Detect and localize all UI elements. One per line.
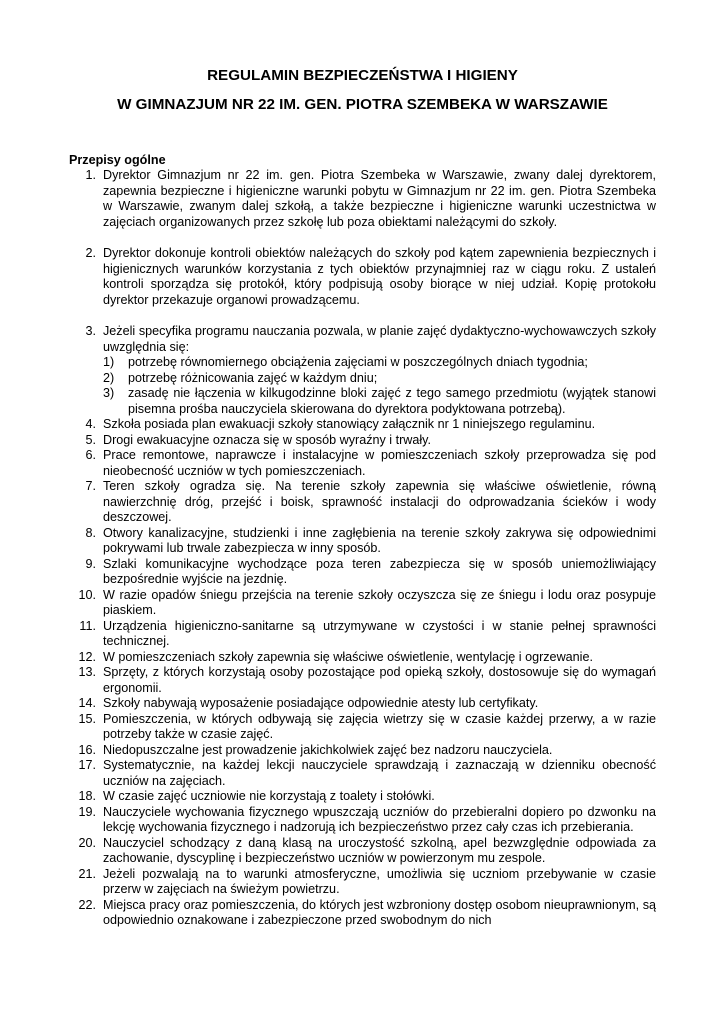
sub-list-item: [0, 355, 656, 371]
item-text: Pomieszczenia, w których odbywają się zajęcia wietrzy się w czasie każdej przerwy, a w razie potrzeby także w czasie zajęć.: [103, 711, 656, 741]
sub-item-text: zasadę nie łączenia w kilkugodzinne bloki zajęć z tego samego przedmiotu (wyjątek stanowi pisemna prośba nauczyciela skierowana do dyrektora podyktowana potrzebą).: [128, 386, 656, 416]
document-title-line-1: REGULAMIN BEZPIECZEŃSTWA I HIGIENY: [207, 67, 518, 84]
list-item: [0, 836, 656, 867]
list-item: [0, 588, 656, 619]
list-item: [0, 479, 656, 526]
item-number: 1.: [85, 168, 96, 182]
item-number: 3.: [85, 324, 96, 338]
item-number: 2.: [85, 246, 96, 260]
item-number: 5.: [85, 432, 96, 447]
list-item: [0, 712, 656, 743]
sub-item-text: potrzebę równomiernego obciążenia zajęciami w poszczególnych dniach tygodnia;: [128, 355, 588, 369]
item-text: Miejsca pracy oraz pomieszczenia, do których jest wzbroniony dostęp osobom nieuprawnionym, są odpowiednio oznakowane i zabezpieczone przed swobodnym do nich: [103, 897, 656, 927]
item-text: W razie opadów śniegu przejścia na terenie szkoły oczyszcza się ze śniegu i lodu oraz posypuje piaskiem.: [103, 587, 656, 617]
list-item: [0, 665, 656, 696]
list-item: [0, 743, 656, 759]
item-text: W czasie zajęć uczniowie nie korzystają z toalety i stołówki.: [103, 789, 435, 803]
item-number: 14.: [78, 696, 96, 710]
item-text: Nauczyciele wychowania fizycznego wpuszczają uczniów do przebieralni dopiero po dzwonku na lekcję wychowania fizycznego i nadzorują ich bezpieczeństwo przez cały czas ich przebierania.: [103, 804, 656, 834]
list-item: [0, 789, 656, 805]
regulation-list: [0, 168, 725, 929]
sub-item-text: potrzebę różnicowania zajęć w każdym dniu;: [128, 370, 378, 385]
item-text: Otwory kanalizacyjne, studzienki i inne zagłębienia na terenie szkoły zakrywa się odpowiednimi pokrywami lub trwale zabezpiecza w inny sposób.: [103, 525, 656, 555]
list-item: [0, 246, 656, 308]
item-text: Jeżeli pozwalają na to warunki atmosferyczne, umożliwia się uczniom przebywanie w czasie przerw w zajęciach na świeżym powietrzu.: [103, 866, 656, 896]
item-text: W pomieszczeniach szkoły zapewnia się właściwe oświetlenie, wentylację i ogrzewanie.: [103, 649, 593, 664]
list-item: [0, 758, 656, 789]
item-text: Szkoła posiada plan ewakuacji szkoły stanowiący załącznik nr 1 niniejszego regulaminu.: [103, 417, 596, 431]
item-text: Sprzęty, z których korzystają osoby pozostające pod opieką szkoły, dostosowuje się do wymagań ergonomii.: [103, 665, 656, 695]
item-text: Systematycznie, na każdej lekcji nauczyciele sprawdzają i zaznaczają w dzienniku obecność uczniów na zajęciach.: [103, 758, 656, 788]
list-item: [0, 557, 656, 588]
list-item: [0, 168, 656, 230]
item-number: 7.: [85, 479, 96, 493]
item-text: Urządzenia higieniczno-sanitarne są utrzymywane w czystości i w stanie pełnej sprawności technicznej.: [103, 618, 656, 648]
item-number: 18.: [78, 789, 96, 803]
item-text: Nauczyciel schodzący z daną klasą na uroczystość szkolną, apel bezwzględnie odpowiada za zachowanie, dyscyplinę i bezpieczeństwo uczniów w powierzonym mu zespole.: [103, 835, 656, 865]
list-item: [0, 898, 656, 929]
item-number: 20.: [78, 835, 96, 850]
item-number: 11.: [79, 618, 96, 633]
item-number: 10.: [78, 587, 96, 602]
section-heading: Przepisy ogólne: [69, 153, 166, 167]
item-number: 15.: [78, 711, 96, 726]
sub-item-number: 2): [103, 370, 115, 385]
item-number: 13.: [78, 665, 96, 679]
list-item: [0, 433, 656, 449]
item-number: 16.: [78, 742, 96, 757]
item-text: Jeżeli specyfika programu nauczania pozwala, w planie zajęć dydaktyczno-wychowawczych szkoły uwzględnia się:: [103, 324, 656, 354]
item-text: Dyrektor Gimnazjum nr 22 im. gen. Piotra Szembeka w Warszawie, zwany dalej dyrektorem, zapewnia bezpieczne i higieniczne warunki pobytu w Gimnazjum nr 22 im. gen. Piotra Szembeka w Warszawie, zwanym dalej szkołą, a także bezpieczne i higieniczne warunki uczestnictwa w zajęciach organizowanych przez szkołę lub poza obiektami należącymi do szkoły.: [103, 168, 656, 229]
item-number: 22.: [78, 897, 96, 912]
item-number: 4.: [85, 417, 96, 431]
list-item: [0, 526, 656, 557]
item-number: 8.: [85, 525, 96, 540]
list-item: [0, 619, 656, 650]
list-item: [0, 417, 656, 433]
item-number: 12.: [78, 649, 96, 664]
item-text: Prace remontowe, naprawcze i instalacyjne w pomieszczeniach szkoły przeprowadza się pod nieobecność uczniów w tych pomieszczeniach.: [103, 448, 656, 478]
list-item: [0, 867, 656, 898]
item-text: Dyrektor dokonuje kontroli obiektów należących do szkoły pod kątem zapewnienia bezpiecznych i higienicznych warunków korzystania z tych obiektów przynajmniej raz w ciągu roku. Z ustaleń kontroli sporządza się protokół, który podpisują osoby biorące w niej udział. Kopię protokołu dyrektor przekazuje organowi prowadzącemu.: [103, 246, 656, 307]
item-number: 21.: [78, 866, 96, 881]
item-number: 6.: [85, 448, 96, 462]
list-item: [0, 448, 656, 479]
item-number: 9.: [85, 556, 96, 571]
list-item: [0, 805, 656, 836]
list-item: [0, 324, 656, 355]
sub-list-item: [0, 386, 656, 417]
item-number: 17.: [78, 758, 96, 772]
item-text: Szlaki komunikacyjne wychodzące poza teren zabezpiecza się w sposób uniemożliwiający bezpośrednie wyjście na jezdnię.: [103, 556, 656, 586]
sub-list-item: [0, 371, 656, 387]
item-number: 19.: [78, 804, 96, 819]
sub-item-number: 1): [103, 355, 115, 369]
list-item: [0, 650, 656, 666]
item-text: Teren szkoły ogradza się. Na terenie szkoły zapewnia się właściwe oświetlenie, równą nawierzchnię dróg, przejść i boisk, sprawność instalacji do odprowadzania ścieków i wody deszczowej.: [103, 479, 656, 524]
sub-item-number: 3): [103, 386, 115, 400]
item-text: Szkoły nabywają wyposażenie posiadające odpowiednie atesty lub certyfikaty.: [103, 696, 539, 710]
list-item: [0, 696, 656, 712]
item-text: Drogi ewakuacyjne oznacza się w sposób wyraźny i trwały.: [103, 432, 432, 447]
item-text: Niedopuszczalne jest prowadzenie jakichkolwiek zajęć bez nadzoru nauczyciela.: [103, 742, 553, 757]
document-title-line-2: W GIMNAZJUM NR 22 IM. GEN. PIOTRA SZEMBEKA W WARSZAWIE: [117, 96, 608, 113]
